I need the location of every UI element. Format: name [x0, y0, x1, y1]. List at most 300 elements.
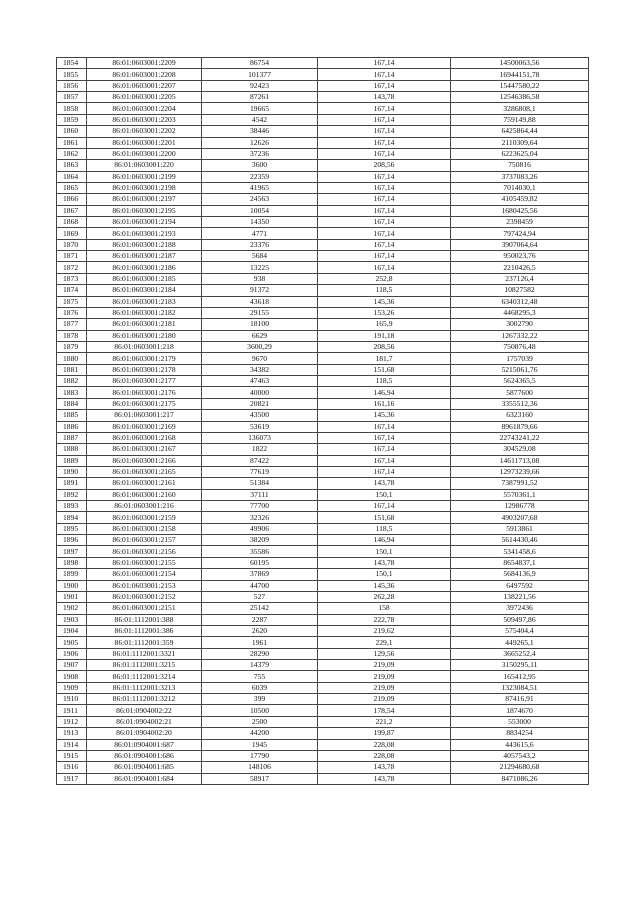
table-row — [57, 194, 589, 205]
cadastral-number-cell: 86:01:0904001:684 — [87, 773, 202, 784]
rate-cell: 167,14 — [318, 205, 451, 216]
area-cell: 136073 — [202, 432, 318, 443]
cadastral-number-cell: 86:01:1112001:386 — [87, 625, 202, 636]
table-row — [57, 557, 589, 568]
value-cell: 3150295,11 — [451, 660, 589, 671]
rate-cell: 219,09 — [318, 694, 451, 705]
table-row — [57, 716, 589, 727]
value-cell: 797424,94 — [451, 228, 589, 239]
rate-cell: 178,54 — [318, 705, 451, 716]
value-cell: 7014030,1 — [451, 182, 589, 193]
rate-cell: 181,7 — [318, 353, 451, 364]
row-number-cell: 1897 — [57, 546, 87, 557]
value-cell: 1874670 — [451, 705, 589, 716]
area-cell: 23376 — [202, 239, 318, 250]
value-cell: 3002790 — [451, 319, 589, 330]
cadastral-number-cell: 86:01:1112001:3321 — [87, 648, 202, 659]
rate-cell: 150,1 — [318, 546, 451, 557]
cadastral-number-cell: 86:01:0603001:2209 — [87, 58, 202, 69]
row-number-cell: 1916 — [57, 762, 87, 773]
area-cell: 10054 — [202, 205, 318, 216]
row-number-cell: 1884 — [57, 398, 87, 409]
row-number-cell: 1914 — [57, 739, 87, 750]
rate-cell: 167,14 — [318, 103, 451, 114]
value-cell: 304529,08 — [451, 444, 589, 455]
value-cell: 14611713,08 — [451, 455, 589, 466]
cadastral-number-cell: 86:01:0904002:21 — [87, 716, 202, 727]
area-cell: 2287 — [202, 614, 318, 625]
rate-cell: 228,08 — [318, 750, 451, 761]
rate-cell: 167,14 — [318, 501, 451, 512]
area-cell: 4771 — [202, 228, 318, 239]
cadastral-number-cell: 86:01:0603001:2198 — [87, 182, 202, 193]
value-cell: 12546386,58 — [451, 92, 589, 103]
table-row — [57, 80, 589, 91]
table-row — [57, 444, 589, 455]
rate-cell: 145,36 — [318, 580, 451, 591]
value-cell: 575404,4 — [451, 625, 589, 636]
table-body — [57, 58, 589, 785]
rate-cell: 167,14 — [318, 251, 451, 262]
rate-cell: 167,14 — [318, 239, 451, 250]
row-number-cell: 1870 — [57, 239, 87, 250]
value-cell: 1680425,56 — [451, 205, 589, 216]
rate-cell: 167,14 — [318, 228, 451, 239]
cadastral-number-cell: 86:01:0603001:2202 — [87, 126, 202, 137]
rate-cell: 167,14 — [318, 80, 451, 91]
value-cell: 8471086,26 — [451, 773, 589, 784]
area-cell: 22359 — [202, 171, 318, 182]
area-cell: 2500 — [202, 716, 318, 727]
cadastral-number-cell: 86:01:0603001:2204 — [87, 103, 202, 114]
table-row — [57, 171, 589, 182]
rate-cell: 118,5 — [318, 523, 451, 534]
value-cell: 6340312,48 — [451, 296, 589, 307]
row-number-cell: 1864 — [57, 171, 87, 182]
table-row — [57, 387, 589, 398]
value-cell: 15447580,22 — [451, 80, 589, 91]
cadastral-number-cell: 86:01:0603001:2186 — [87, 262, 202, 273]
value-cell: 3907064,64 — [451, 239, 589, 250]
row-number-cell: 1886 — [57, 421, 87, 432]
cadastral-number-cell: 86:01:0603001:2161 — [87, 478, 202, 489]
area-cell: 51384 — [202, 478, 318, 489]
table-row — [57, 591, 589, 602]
area-cell: 29155 — [202, 307, 318, 318]
table-row — [57, 466, 589, 477]
cadastral-number-cell: 86:01:0603001:2178 — [87, 364, 202, 375]
table-row — [57, 523, 589, 534]
row-number-cell: 1913 — [57, 728, 87, 739]
area-cell: 43500 — [202, 410, 318, 421]
value-cell: 4903207,68 — [451, 512, 589, 523]
rate-cell: 167,14 — [318, 217, 451, 228]
area-cell: 91372 — [202, 285, 318, 296]
area-cell: 53619 — [202, 421, 318, 432]
cadastral-number-cell: 86:01:0603001:2185 — [87, 273, 202, 284]
area-cell: 18100 — [202, 319, 318, 330]
row-number-cell: 1915 — [57, 750, 87, 761]
rate-cell: 228,08 — [318, 739, 451, 750]
table-row — [57, 421, 589, 432]
cadastral-number-cell: 86:01:0603001:2155 — [87, 557, 202, 568]
rate-cell: 219,09 — [318, 660, 451, 671]
rate-cell: 167,14 — [318, 182, 451, 193]
rate-cell: 219,62 — [318, 625, 451, 636]
value-cell: 16944151,78 — [451, 69, 589, 80]
table-row — [57, 160, 589, 171]
row-number-cell: 1872 — [57, 262, 87, 273]
rate-cell: 143,78 — [318, 478, 451, 489]
cadastral-number-cell: 86:01:0603001:2207 — [87, 80, 202, 91]
table-row — [57, 307, 589, 318]
row-number-cell: 1892 — [57, 489, 87, 500]
area-cell: 399 — [202, 694, 318, 705]
value-cell: 5215061,76 — [451, 364, 589, 375]
rate-cell: 143,78 — [318, 557, 451, 568]
row-number-cell: 1869 — [57, 228, 87, 239]
rate-cell: 143,78 — [318, 762, 451, 773]
row-number-cell: 1889 — [57, 455, 87, 466]
row-number-cell: 1899 — [57, 569, 87, 580]
table-row — [57, 432, 589, 443]
table-row — [57, 205, 589, 216]
cadastral-number-cell: 86:01:1112001:3215 — [87, 660, 202, 671]
value-cell: 750816 — [451, 160, 589, 171]
table-row — [57, 69, 589, 80]
value-cell: 14500063,56 — [451, 58, 589, 69]
table-row — [57, 694, 589, 705]
area-cell: 13225 — [202, 262, 318, 273]
row-number-cell: 1901 — [57, 591, 87, 602]
cadastral-number-cell: 86:01:0904002:20 — [87, 728, 202, 739]
area-cell: 60195 — [202, 557, 318, 568]
cadastral-number-cell: 86:01:1112001:3214 — [87, 671, 202, 682]
cadastral-number-cell: 86:01:0603001:2153 — [87, 580, 202, 591]
rate-cell: 221,2 — [318, 716, 451, 727]
value-cell: 3737083,26 — [451, 171, 589, 182]
value-cell: 2398459 — [451, 217, 589, 228]
row-number-cell: 1898 — [57, 557, 87, 568]
area-cell: 38209 — [202, 535, 318, 546]
rate-cell: 199,87 — [318, 728, 451, 739]
cadastral-number-cell: 86:01:0603001:2203 — [87, 114, 202, 125]
table-row — [57, 341, 589, 352]
cadastral-number-cell: 86:01:0603001:2160 — [87, 489, 202, 500]
row-number-cell: 1866 — [57, 194, 87, 205]
area-cell: 17790 — [202, 750, 318, 761]
table-row — [57, 569, 589, 580]
area-cell: 32326 — [202, 512, 318, 523]
cadastral-number-cell: 86:01:0603001:2208 — [87, 69, 202, 80]
value-cell: 1323084,51 — [451, 682, 589, 693]
value-cell: 5684136,9 — [451, 569, 589, 580]
rate-cell: 208,56 — [318, 341, 451, 352]
row-number-cell: 1908 — [57, 671, 87, 682]
cadastral-number-cell: 86:01:0603001:2181 — [87, 319, 202, 330]
value-cell: 750876,48 — [451, 341, 589, 352]
table-row — [57, 262, 589, 273]
row-number-cell: 1912 — [57, 716, 87, 727]
rate-cell: 165,9 — [318, 319, 451, 330]
rate-cell: 118,5 — [318, 285, 451, 296]
cadastral-number-cell: 86:01:1112001:3212 — [87, 694, 202, 705]
value-cell: 1267332,22 — [451, 330, 589, 341]
table-row — [57, 239, 589, 250]
cadastral-number-cell: 86:01:0603001:2193 — [87, 228, 202, 239]
rate-cell: 219,09 — [318, 671, 451, 682]
rate-cell: 145,36 — [318, 410, 451, 421]
rate-cell: 161,16 — [318, 398, 451, 409]
area-cell: 38446 — [202, 126, 318, 137]
table-row — [57, 705, 589, 716]
row-number-cell: 1875 — [57, 296, 87, 307]
area-cell: 24563 — [202, 194, 318, 205]
cadastral-number-cell: 86:01:0603001:2158 — [87, 523, 202, 534]
area-cell: 148106 — [202, 762, 318, 773]
value-cell: 138221,56 — [451, 591, 589, 602]
table-row — [57, 762, 589, 773]
value-cell: 449265,1 — [451, 637, 589, 648]
row-number-cell: 1907 — [57, 660, 87, 671]
rate-cell: 118,5 — [318, 376, 451, 387]
table-row — [57, 58, 589, 69]
value-cell: 6223625,04 — [451, 148, 589, 159]
rate-cell: 191,18 — [318, 330, 451, 341]
rate-cell: 167,14 — [318, 137, 451, 148]
value-cell: 509497,86 — [451, 614, 589, 625]
cadastral-number-cell: 86:01:0603001:2197 — [87, 194, 202, 205]
row-number-cell: 1856 — [57, 80, 87, 91]
row-number-cell: 1910 — [57, 694, 87, 705]
value-cell: 6425864,44 — [451, 126, 589, 137]
cadastral-number-cell: 86:01:0603001:2169 — [87, 421, 202, 432]
row-number-cell: 1906 — [57, 648, 87, 659]
cadastral-number-cell: 86:01:1112001:388 — [87, 614, 202, 625]
cadastral-number-cell: 86:01:0603001:2151 — [87, 603, 202, 614]
rate-cell: 143,78 — [318, 773, 451, 784]
value-cell: 165412,95 — [451, 671, 589, 682]
row-number-cell: 1902 — [57, 603, 87, 614]
cadastral-number-cell: 86:01:0603001:2166 — [87, 455, 202, 466]
cadastral-number-cell: 86:01:0603001:2182 — [87, 307, 202, 318]
value-cell: 4057543,2 — [451, 750, 589, 761]
cadastral-number-cell: 86:01:0603001:2159 — [87, 512, 202, 523]
rate-cell: 167,14 — [318, 126, 451, 137]
rate-cell: 167,14 — [318, 171, 451, 182]
area-cell: 43618 — [202, 296, 318, 307]
area-cell: 35586 — [202, 546, 318, 557]
rate-cell: 146,94 — [318, 387, 451, 398]
value-cell: 3286808,1 — [451, 103, 589, 114]
area-cell: 41965 — [202, 182, 318, 193]
value-cell: 12986778 — [451, 501, 589, 512]
table-row — [57, 92, 589, 103]
row-number-cell: 1880 — [57, 353, 87, 364]
value-cell: 3355512,36 — [451, 398, 589, 409]
value-cell: 950023,76 — [451, 251, 589, 262]
table-row — [57, 750, 589, 761]
rate-cell: 150,1 — [318, 569, 451, 580]
row-number-cell: 1903 — [57, 614, 87, 625]
row-number-cell: 1887 — [57, 432, 87, 443]
row-number-cell: 1855 — [57, 69, 87, 80]
area-cell: 49906 — [202, 523, 318, 534]
table-row — [57, 489, 589, 500]
rate-cell: 167,14 — [318, 455, 451, 466]
cadastral-number-cell: 86:01:0904001:685 — [87, 762, 202, 773]
table-row — [57, 330, 589, 341]
table-row — [57, 671, 589, 682]
value-cell: 1757039 — [451, 353, 589, 364]
table-row — [57, 273, 589, 284]
cadastral-number-cell: 86:01:1112001:359 — [87, 637, 202, 648]
row-number-cell: 1879 — [57, 341, 87, 352]
cadastral-number-cell: 86:01:0603001:2180 — [87, 330, 202, 341]
area-cell: 4542 — [202, 114, 318, 125]
area-cell: 37111 — [202, 489, 318, 500]
area-cell: 19665 — [202, 103, 318, 114]
row-number-cell: 1893 — [57, 501, 87, 512]
table-row — [57, 728, 589, 739]
value-cell: 6497592 — [451, 580, 589, 591]
value-cell: 3972436 — [451, 603, 589, 614]
value-cell: 8834254 — [451, 728, 589, 739]
table-row — [57, 739, 589, 750]
row-number-cell: 1877 — [57, 319, 87, 330]
area-cell: 44700 — [202, 580, 318, 591]
rate-cell: 219,09 — [318, 682, 451, 693]
value-cell: 443615,6 — [451, 739, 589, 750]
cadastral-number-cell: 86:01:0603001:2167 — [87, 444, 202, 455]
row-number-cell: 1891 — [57, 478, 87, 489]
area-cell: 28290 — [202, 648, 318, 659]
row-number-cell: 1881 — [57, 364, 87, 375]
row-number-cell: 1854 — [57, 58, 87, 69]
row-number-cell: 1867 — [57, 205, 87, 216]
cadastral-number-cell: 86:01:0603001:2194 — [87, 217, 202, 228]
area-cell: 34382 — [202, 364, 318, 375]
area-cell: 5684 — [202, 251, 318, 262]
area-cell: 6039 — [202, 682, 318, 693]
table-row — [57, 546, 589, 557]
area-cell: 20821 — [202, 398, 318, 409]
rate-cell: 129,56 — [318, 648, 451, 659]
row-number-cell: 1859 — [57, 114, 87, 125]
area-cell: 12626 — [202, 137, 318, 148]
table-row — [57, 535, 589, 546]
area-cell: 1822 — [202, 444, 318, 455]
value-cell: 87416,91 — [451, 694, 589, 705]
cadastral-number-cell: 86:01:0603001:2195 — [87, 205, 202, 216]
table-row — [57, 625, 589, 636]
table-row — [57, 603, 589, 614]
value-cell: 8654837,1 — [451, 557, 589, 568]
cadastral-number-cell: 86:01:0603001:2201 — [87, 137, 202, 148]
value-cell: 6323160 — [451, 410, 589, 421]
cadastral-number-cell: 86:01:0904001:687 — [87, 739, 202, 750]
table-row — [57, 637, 589, 648]
cadastral-number-cell: 86:01:0603001:2177 — [87, 376, 202, 387]
row-number-cell: 1871 — [57, 251, 87, 262]
table-row — [57, 501, 589, 512]
rate-cell: 167,14 — [318, 148, 451, 159]
rate-cell: 146,94 — [318, 535, 451, 546]
cadastral-number-cell: 86:01:0603001:2200 — [87, 148, 202, 159]
cadastral-number-cell: 86:01:0603001:220 — [87, 160, 202, 171]
row-number-cell: 1873 — [57, 273, 87, 284]
table-row — [57, 660, 589, 671]
cadastral-number-cell: 86:01:0603001:2175 — [87, 398, 202, 409]
cadastral-number-cell: 86:01:0603001:2154 — [87, 569, 202, 580]
area-cell: 1961 — [202, 637, 318, 648]
table-row — [57, 126, 589, 137]
value-cell: 3665252,4 — [451, 648, 589, 659]
table-row — [57, 148, 589, 159]
area-cell: 92423 — [202, 80, 318, 91]
row-number-cell: 1860 — [57, 126, 87, 137]
row-number-cell: 1882 — [57, 376, 87, 387]
cadastral-number-cell: 86:01:0904001:686 — [87, 750, 202, 761]
row-number-cell: 1896 — [57, 535, 87, 546]
table-row — [57, 398, 589, 409]
rate-cell: 222,78 — [318, 614, 451, 625]
cadastral-number-cell: 86:01:0603001:2179 — [87, 353, 202, 364]
row-number-cell: 1885 — [57, 410, 87, 421]
value-cell: 12973239,66 — [451, 466, 589, 477]
cadastral-number-cell: 86:01:0603001:2205 — [87, 92, 202, 103]
value-cell: 2210426,5 — [451, 262, 589, 273]
row-number-cell: 1857 — [57, 92, 87, 103]
row-number-cell: 1894 — [57, 512, 87, 523]
rate-cell: 143,78 — [318, 92, 451, 103]
rate-cell: 150,1 — [318, 489, 451, 500]
rate-cell: 167,14 — [318, 114, 451, 125]
rate-cell: 167,14 — [318, 69, 451, 80]
rate-cell: 151,68 — [318, 364, 451, 375]
table-row — [57, 103, 589, 114]
area-cell: 87261 — [202, 92, 318, 103]
value-cell: 5341458,6 — [451, 546, 589, 557]
rate-cell: 167,14 — [318, 444, 451, 455]
table-row — [57, 353, 589, 364]
value-cell: 5877600 — [451, 387, 589, 398]
row-number-cell: 1909 — [57, 682, 87, 693]
area-cell: 3600,29 — [202, 341, 318, 352]
row-number-cell: 1862 — [57, 148, 87, 159]
cadastral-number-cell: 86:01:0603001:2157 — [87, 535, 202, 546]
cadastral-number-cell: 86:01:0603001:2183 — [87, 296, 202, 307]
cadastral-number-cell: 86:01:0603001:2187 — [87, 251, 202, 262]
area-cell: 86754 — [202, 58, 318, 69]
table-row — [57, 455, 589, 466]
row-number-cell: 1900 — [57, 580, 87, 591]
area-cell: 25142 — [202, 603, 318, 614]
row-number-cell: 1888 — [57, 444, 87, 455]
row-number-cell: 1861 — [57, 137, 87, 148]
rate-cell: 145,36 — [318, 296, 451, 307]
value-cell: 22743241,22 — [451, 432, 589, 443]
rate-cell: 252,8 — [318, 273, 451, 284]
area-cell: 37869 — [202, 569, 318, 580]
value-cell: 5570361,1 — [451, 489, 589, 500]
row-number-cell: 1868 — [57, 217, 87, 228]
table-row — [57, 251, 589, 262]
row-number-cell: 1904 — [57, 625, 87, 636]
area-cell: 47463 — [202, 376, 318, 387]
area-cell: 10500 — [202, 705, 318, 716]
area-cell: 101377 — [202, 69, 318, 80]
